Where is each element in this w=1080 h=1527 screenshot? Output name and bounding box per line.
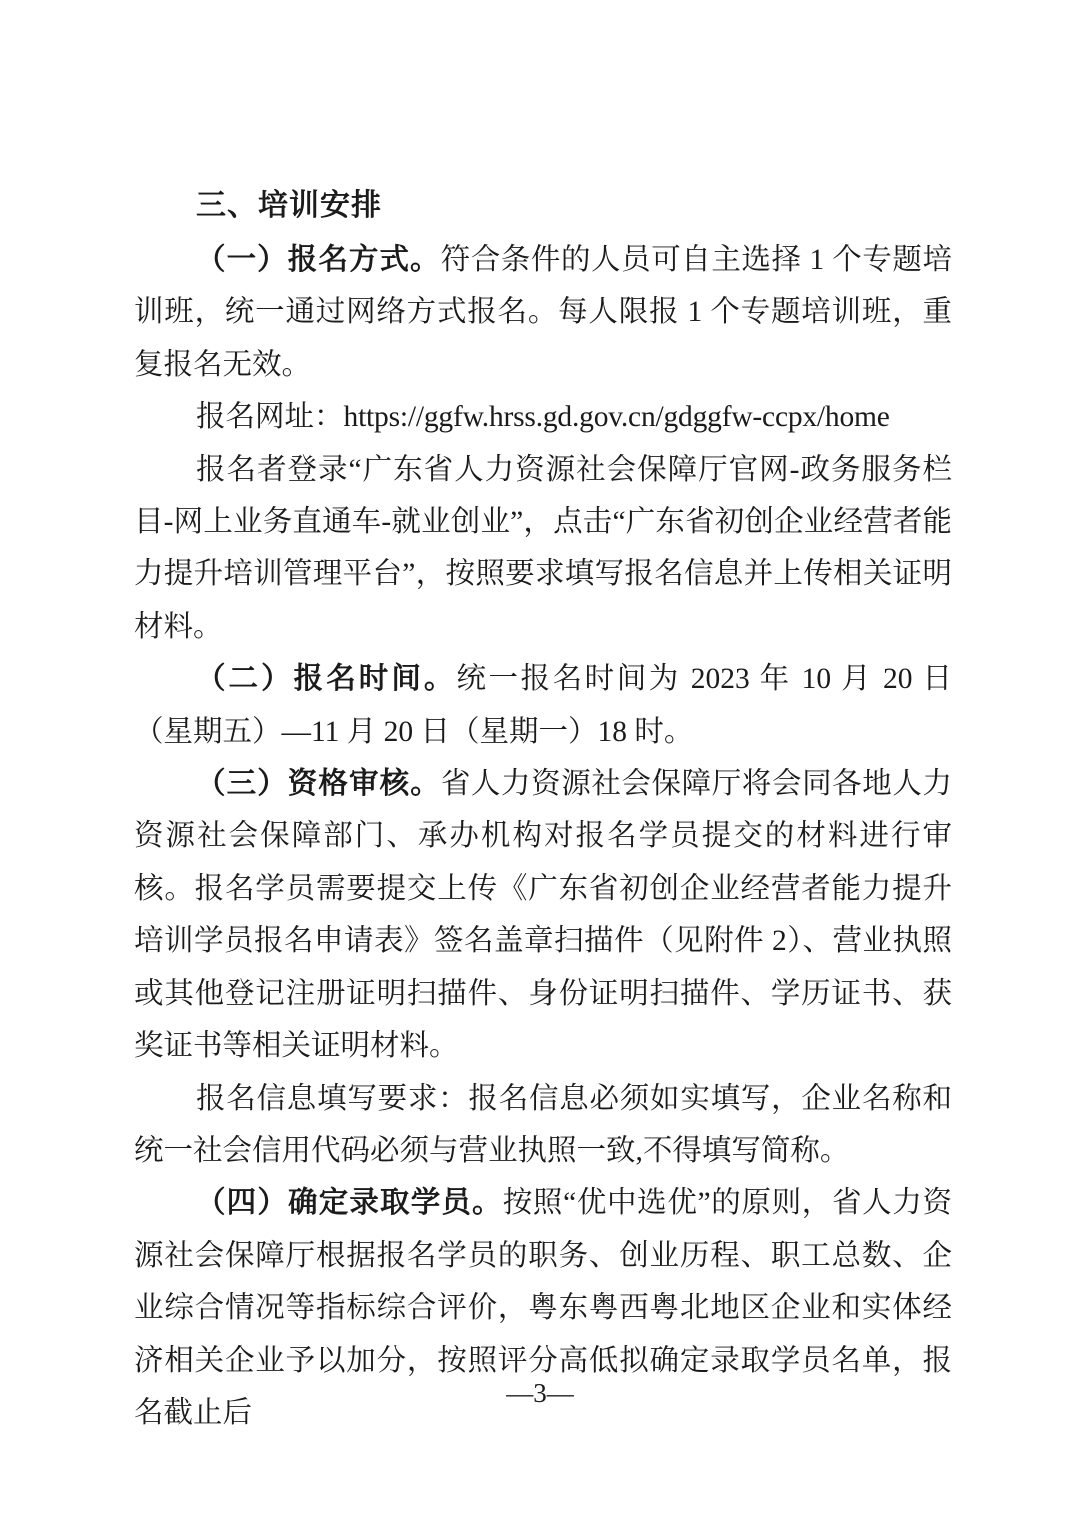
registration-url-label: 报名网址： [196,401,344,434]
registration-url: https://ggfw.hrss.gd.gov.cn/gdggfw-ccpx/home [343,401,890,434]
paragraph-form-filling-requirements [134,1073,952,1178]
paragraph-lead-label: （一）报名方式。 [196,243,441,276]
paragraph-qualification-review [134,758,952,1072]
paragraph-text: 报名信息填写要求：报名信息必须如实填写，企业名称和统一社会信用代码必须与营业执照一致,不得填写简称。 [134,1082,952,1167]
paragraph-lead-label: （三）资格审核。 [196,767,441,801]
paragraph-login-instructions [134,444,952,654]
paragraph-lead-label: （二）报名时间。 [196,662,457,696]
paragraph-text: 报名者登录“广东省人力资源社会保障厅官网-政务服务栏目-网上业务直通车-就业创业”，点击“广东省初创企业经营者能力提升培训管理平台”，按照要求填写报名信息并上传相关证明材料。 [134,453,952,643]
document-body [134,180,952,1439]
paragraph-lead-label: （四）确定录取学员。 [196,1186,503,1220]
paragraph-text: 省人力资源社会保障厅将会同各地人力资源社会保障部门、承办机构对报名学员提交的材料进行审核。报名学员需要提交上传《广东省初创企业经营者能力提升培训学员报名申请表》签名盖章扫描件（见附件 2）、营业执照或其他登记注册证明扫描件、身份证明扫描件、学历证书、获奖证书等相关证明材料。 [134,768,952,1063]
paragraph-registration-url [134,391,952,443]
paragraph-text: 按照“优中选优”的原则，省人力资源社会保障厅根据报名学员的职务、创业历程、职工总数、企业综合情况等指标综合评价，粤东粤西粤北地区企业和实体经济相关企业予以加分，按照评分高低拟确定录取学员名单，报名截止后 [134,1187,952,1429]
paragraph-text: 符合条件的人员可自主选择 1 个专题培训班，统一通过网络方式报名。每人限报 1 个专题培训班，重复报名无效。 [134,244,952,381]
paragraph-text: 统一报名时间为 2023 年 10 月 20 日（星期五）—11 月 20 日（星期一）18 时。 [134,663,952,748]
section-heading-training-arrangement: 三、培训安排 [196,189,382,222]
page-number: —3— [506,1378,574,1408]
paragraph-registration-time [134,653,952,758]
paragraph-registration-method [134,234,952,391]
